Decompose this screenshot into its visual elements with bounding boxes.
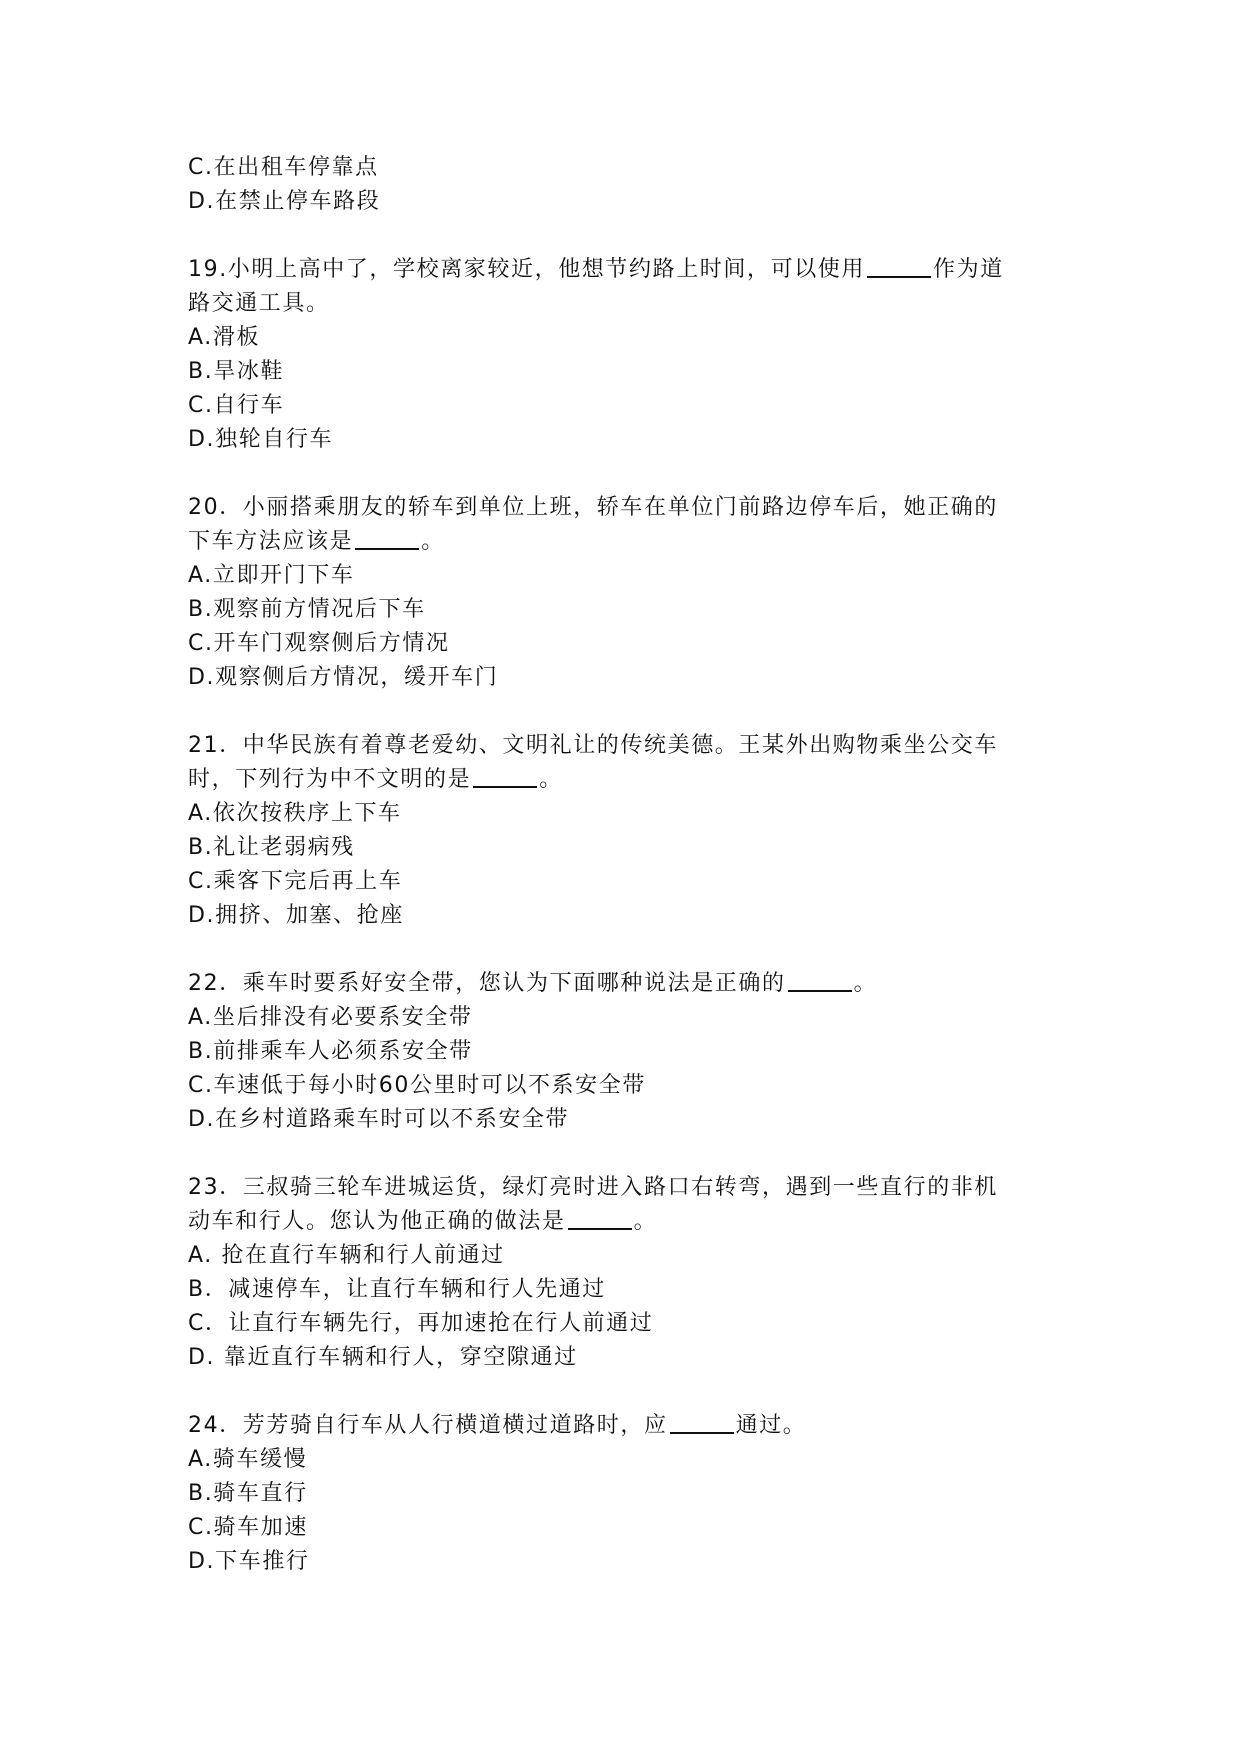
question-stem-line bbox=[188, 525, 1068, 559]
question-stem-line bbox=[188, 1205, 1068, 1239]
option-line: D.在禁止停车路段 bbox=[188, 189, 381, 214]
stem-text: 。 bbox=[421, 529, 445, 554]
stem-text: 时，下列行为中不文明的是 bbox=[188, 767, 472, 792]
spacer bbox=[188, 1137, 1068, 1171]
stem-text: 20．小丽搭乘朋友的轿车到单位上班，轿车在单位门前路边停车后，她正确的 bbox=[188, 495, 998, 520]
answer-blank bbox=[788, 990, 852, 992]
stem-text: 23．三叔骑三轮车进城运货，绿灯亮时进入路口右转弯，遇到一些直行的非机 bbox=[188, 1175, 998, 1200]
stem-text: 24．芳芳骑自行车从人行横道横过道路时，应 bbox=[188, 1413, 668, 1438]
option-line: D.观察侧后方情况，缓开车门 bbox=[188, 665, 499, 690]
option-line: D. 靠近直行车辆和行人，穿空隙通过 bbox=[188, 1345, 578, 1370]
answer-blank bbox=[568, 1228, 632, 1230]
stem-text: 22．乘车时要系好安全带，您认为下面哪种说法是正确的 bbox=[188, 971, 786, 996]
stem-text: 19.小明上高中了，学校离家较近，他想节约路上时间，可以使用 bbox=[188, 257, 865, 282]
option-line: A.骑车缓慢 bbox=[188, 1447, 308, 1472]
spacer bbox=[188, 933, 1068, 967]
stem-text: 路交通工具。 bbox=[188, 291, 330, 316]
question-stem-line bbox=[188, 729, 1068, 763]
stem-text: 。 bbox=[853, 971, 878, 996]
option-line: D.独轮自行车 bbox=[188, 427, 334, 452]
option-line: C.自行车 bbox=[188, 393, 285, 418]
answer-blank bbox=[670, 1432, 734, 1434]
stem-text: 。 bbox=[633, 1209, 658, 1234]
option-line: B.前排乘车人必须系安全带 bbox=[188, 1039, 473, 1064]
option-line: A.立即开门下车 bbox=[188, 563, 355, 588]
option-line: C.骑车加速 bbox=[188, 1515, 308, 1540]
option-line: B.旱冰鞋 bbox=[188, 359, 285, 384]
question-list bbox=[188, 151, 1068, 1579]
option-line: C.乘客下完后再上车 bbox=[188, 869, 403, 894]
option-line: A. 抢在直行车辆和行人前通过 bbox=[188, 1243, 505, 1268]
option-line: C．让直行车辆先行，再加速抢在行人前通过 bbox=[188, 1311, 654, 1336]
answer-blank bbox=[867, 276, 931, 278]
spacer bbox=[188, 457, 1068, 491]
option-line: A.依次按秩序上下车 bbox=[188, 801, 402, 826]
question-stem-line bbox=[188, 1409, 1068, 1443]
option-line: D.在乡村道路乘车时可以不系安全带 bbox=[188, 1107, 570, 1132]
option-line: B．减速停车，让直行车辆和行人先通过 bbox=[188, 1277, 606, 1302]
spacer bbox=[188, 219, 1068, 253]
question-stem-line bbox=[188, 491, 1068, 525]
stem-text: 通过。 bbox=[735, 1413, 807, 1438]
option-line: C.开车门观察侧后方情况 bbox=[188, 631, 450, 656]
option-line: A.坐后排没有必要系安全带 bbox=[188, 1005, 473, 1030]
stem-text: 21．中华民族有着尊老爱幼、文明礼让的传统美德。王某外出购物乘坐公交车 bbox=[188, 733, 998, 758]
option-line: D.拥挤、加塞、抢座 bbox=[188, 903, 404, 928]
option-line: C.车速低于每小时60公里时可以不系安全带 bbox=[188, 1073, 646, 1098]
option-line: C.在出租车停靠点 bbox=[188, 155, 379, 180]
option-line: B.礼让老弱病残 bbox=[188, 835, 355, 860]
stem-text: 作为道 bbox=[933, 257, 1004, 282]
option-line: D.下车推行 bbox=[188, 1549, 310, 1574]
spacer bbox=[188, 1375, 1068, 1409]
question-stem-line bbox=[188, 967, 1068, 1001]
stem-text: 。 bbox=[539, 767, 563, 792]
spacer bbox=[188, 695, 1068, 729]
answer-blank bbox=[355, 548, 419, 550]
answer-blank bbox=[473, 786, 537, 788]
question-stem-line bbox=[188, 763, 1068, 797]
option-line: B.骑车直行 bbox=[188, 1481, 308, 1506]
question-stem-line bbox=[188, 253, 1068, 287]
option-line: A.滑板 bbox=[188, 325, 261, 350]
question-stem-line bbox=[188, 287, 1068, 321]
option-line: B.观察前方情况后下车 bbox=[188, 597, 426, 622]
stem-text: 动车和行人。您认为他正确的做法是 bbox=[188, 1209, 566, 1234]
stem-text: 下车方法应该是 bbox=[188, 529, 354, 554]
question-stem-line bbox=[188, 1171, 1068, 1205]
